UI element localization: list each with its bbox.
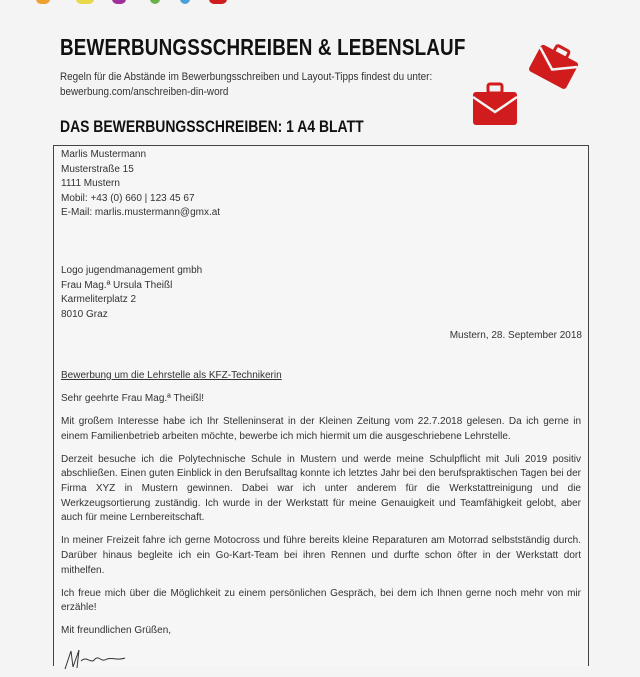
- page-title: BEWERBUNGSSCHREIBEN & LEBENSLAUF: [60, 34, 466, 60]
- intro-text: Regeln für die Abstände im Bewerbungsschreiben und Layout-Tipps findest du unter:: [60, 71, 433, 83]
- section-title: DAS BEWERBUNGSSCHREIBEN: 1 A4 BLATT: [60, 117, 364, 136]
- letter-paragraph: In meiner Freizeit fahre ich gerne Motocross und führe bereits kleine Reparaturen am Motorrad selbstständig durch. Darüber hinaus begleite ich ein Go-Kart-Team bei ihren Rennen und durfte schon öfter in der Werkstatt dort mithelfen.: [61, 535, 581, 576]
- sender-street: Musterstraße 15: [61, 163, 134, 175]
- letter-closing: Mit freundlichen Grüßen,: [61, 625, 172, 637]
- sender-phone: Mobil: +43 (0) 660 | 123 45 67: [61, 192, 195, 204]
- letter-date: Mustern, 28. September 2018: [449, 330, 582, 341]
- sender-email: E-Mail: marlis.mustermann@gmx.at: [61, 207, 221, 219]
- recipient-street: Karmeliterplatz 2: [61, 294, 137, 306]
- cover-letter-sample: [53, 145, 589, 666]
- briefcase-envelope-icon: [470, 80, 520, 128]
- top-category-icon[interactable]: [150, 0, 160, 4]
- letter-greeting: Sehr geehrte Frau Mag.ª Theißl!: [61, 393, 205, 405]
- letter-subject: Bewerbung um die Lehrstelle als KFZ-Technikerin: [61, 370, 282, 381]
- top-category-icon[interactable]: [36, 0, 50, 4]
- recipient-company: Logo jugendmanagement gmbh: [61, 265, 203, 276]
- letter-paragraph: Derzeit besuche ich die Polytechnische Schule in Mustern und werde meine Schulpflicht mit Juli 2019 positiv abschließen. Einen guten Einblick in den Berufsalltag konnte ich letztes Jahr bei den berufspraktischen Tagen bei der Firma XYZ in Mustern gewinnen. Dabei war ich unter anderem für die Werkstattreinigung und die Werkzeugsortierung zuständig. Ich wurde in der Werkstatt für meine Genauigkeit und Teamfähigkeit gelobt, aber auch für meine Lernbereitschaft.: [61, 453, 581, 524]
- recipient-city: 8010 Graz: [61, 308, 108, 320]
- sender-city: 1111 Mustern: [61, 178, 120, 190]
- top-category-icon[interactable]: [112, 0, 126, 4]
- recipient-person: Frau Mag.ª Ursula Theißl: [61, 279, 173, 291]
- top-category-icon[interactable]: [180, 0, 190, 4]
- top-category-icon[interactable]: [76, 0, 94, 4]
- briefcase-envelope-icon: [525, 40, 583, 92]
- top-category-icon[interactable]: [209, 0, 227, 4]
- sender-name: Marlis Mustermann: [61, 149, 147, 160]
- letter-body: [61, 369, 581, 677]
- intro-link[interactable]: bewerbung.com/anschreiben-din-word: [60, 86, 229, 98]
- signature-image: [61, 647, 131, 672]
- letter-paragraph: Mit großem Interesse habe ich Ihr Stelleninserat in der Kleinen Zeitung vom 22.7.2018 gelesen. Da ich gerne in einem Familienbetrieb arbeiten möchte, bewerbe ich mich hiermit um die ausgeschriebene Lehrstelle.: [61, 416, 581, 442]
- letter-paragraph: Ich freue mich über die Möglichkeit zu einem persönlichen Gespräch, bei dem ich Ihnen gerne noch mehr von mir erzähle!: [61, 587, 581, 614]
